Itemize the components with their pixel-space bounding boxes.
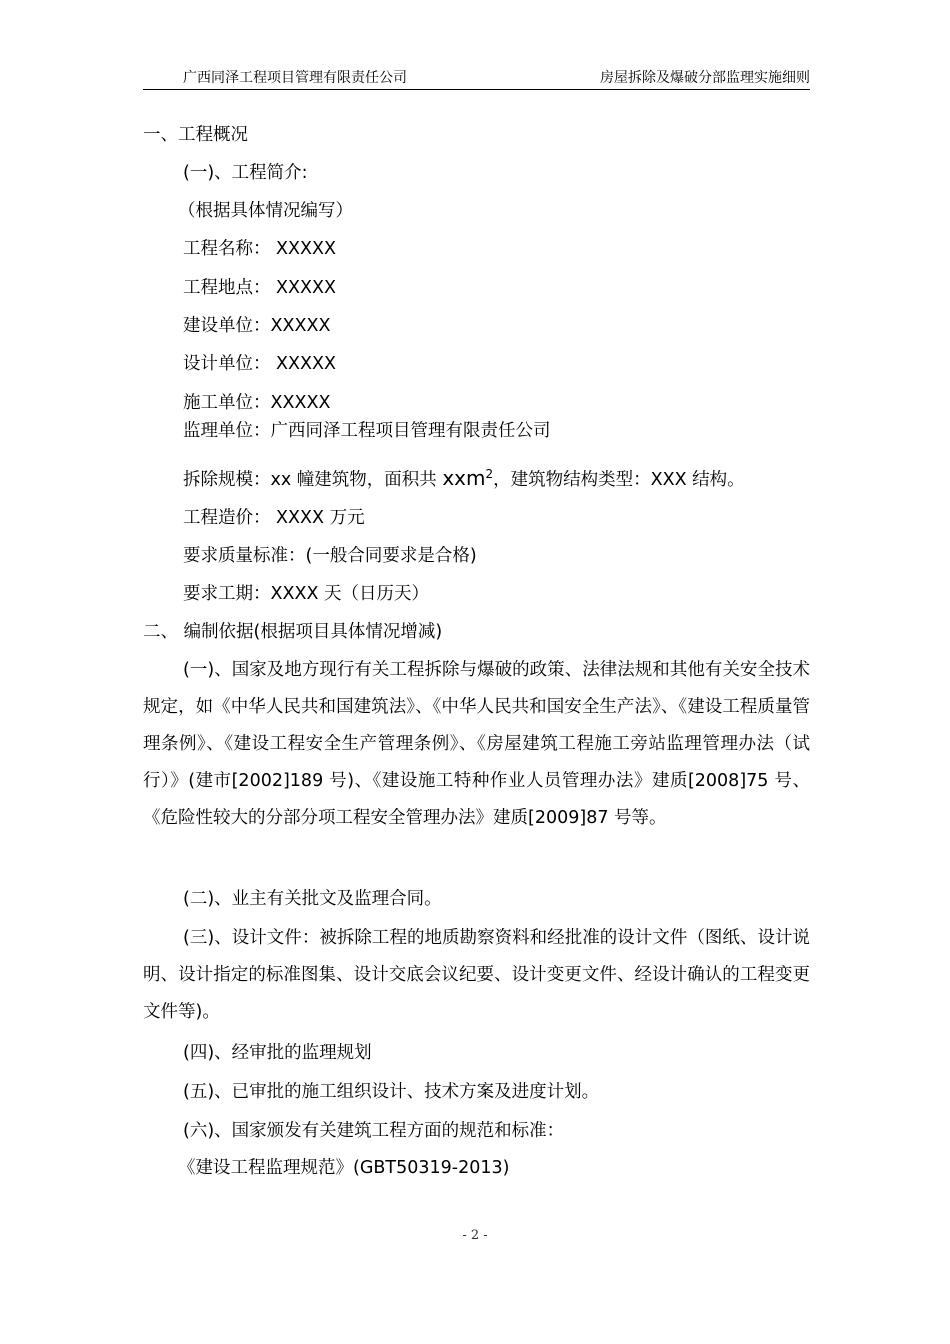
- demolition-scale-unit-superscript: 2: [485, 467, 494, 482]
- section-2-title: 二、 编制依据(根据项目具体情况增减): [143, 622, 443, 642]
- standard-item-1: 《建设工程监理规范》(GBT50319-2013): [178, 1158, 510, 1178]
- quality-standard: 要求质量标准：(一般合同要求是合格): [183, 546, 477, 566]
- page-number: - 2 -: [462, 1228, 488, 1243]
- basis-item-4: (四)、经审批的监理规划: [183, 1043, 372, 1063]
- demolition-scale-prefix: 拆除规模：xx 幢建筑物，面积共: [183, 470, 443, 490]
- owner-unit: 建设单位：XXXXX: [183, 316, 331, 336]
- design-unit: 设计单位： XXXXX: [183, 354, 337, 374]
- header-document-title: 房屋拆除及爆破分部监理实施细则: [600, 70, 810, 86]
- basis-item-2: (二)、业主有关批文及监理合同。: [183, 889, 442, 909]
- demolition-scale: [183, 466, 745, 492]
- basis-item-6: (六)、国家颁发有关建筑工程方面的规范和标准：: [183, 1121, 565, 1141]
- section-1-subtitle: (一)、工程简介:: [183, 163, 308, 183]
- demolition-scale-area: xxm: [442, 466, 486, 490]
- section-1-title: 一、工程概况: [143, 125, 248, 145]
- page-header: [143, 68, 810, 88]
- project-duration: 要求工期：XXXX 天（日历天）: [183, 584, 430, 604]
- header-rule: [143, 89, 810, 90]
- basis-item-5: (五)、已审批的施工组织设计、技术方案及进度计划。: [183, 1082, 600, 1102]
- header-company-name: 广西同泽工程项目管理有限责任公司: [183, 70, 407, 86]
- project-location: 工程地点： XXXXX: [183, 278, 337, 298]
- project-cost: 工程造价： XXXX 万元: [183, 508, 365, 528]
- project-name: 工程名称： XXXXX: [183, 239, 337, 259]
- section-1-note: （根据具体情况编写）: [178, 201, 353, 221]
- construction-unit: 施工单位：XXXXX: [183, 393, 331, 413]
- demolition-scale-suffix: ，建筑物结构类型：XXX 结构。: [493, 470, 745, 490]
- supervision-unit: 监理单位：广西同泽工程项目管理有限责任公司: [183, 421, 551, 441]
- basis-item-1: (一)、国家及地方现行有关工程拆除与爆破的政策、法律法规和其他有关安全技术规定，如《中华人民共和国建筑法》、《中华人民共和国安全生产法》、《建设工程质量管理条例》、《建设工程安全生产管理条例》、《房屋建筑工程施工旁站监理管理办法（试行）》(建市[2002]189 号)、《建设施工特种作业人员管理办法》建质[2008]75 号、《危险性较大的分部分项工程安全管理办法》建质[2009]87 号等。: [143, 660, 810, 828]
- basis-item-3: (三)、设计文件：被拆除工程的地质勘察资料和经批准的设计文件（图纸、设计说明、设计指定的标准图集、设计交底会议纪要、设计变更文件、经设计确认的工程变更文件等)。: [143, 928, 810, 1022]
